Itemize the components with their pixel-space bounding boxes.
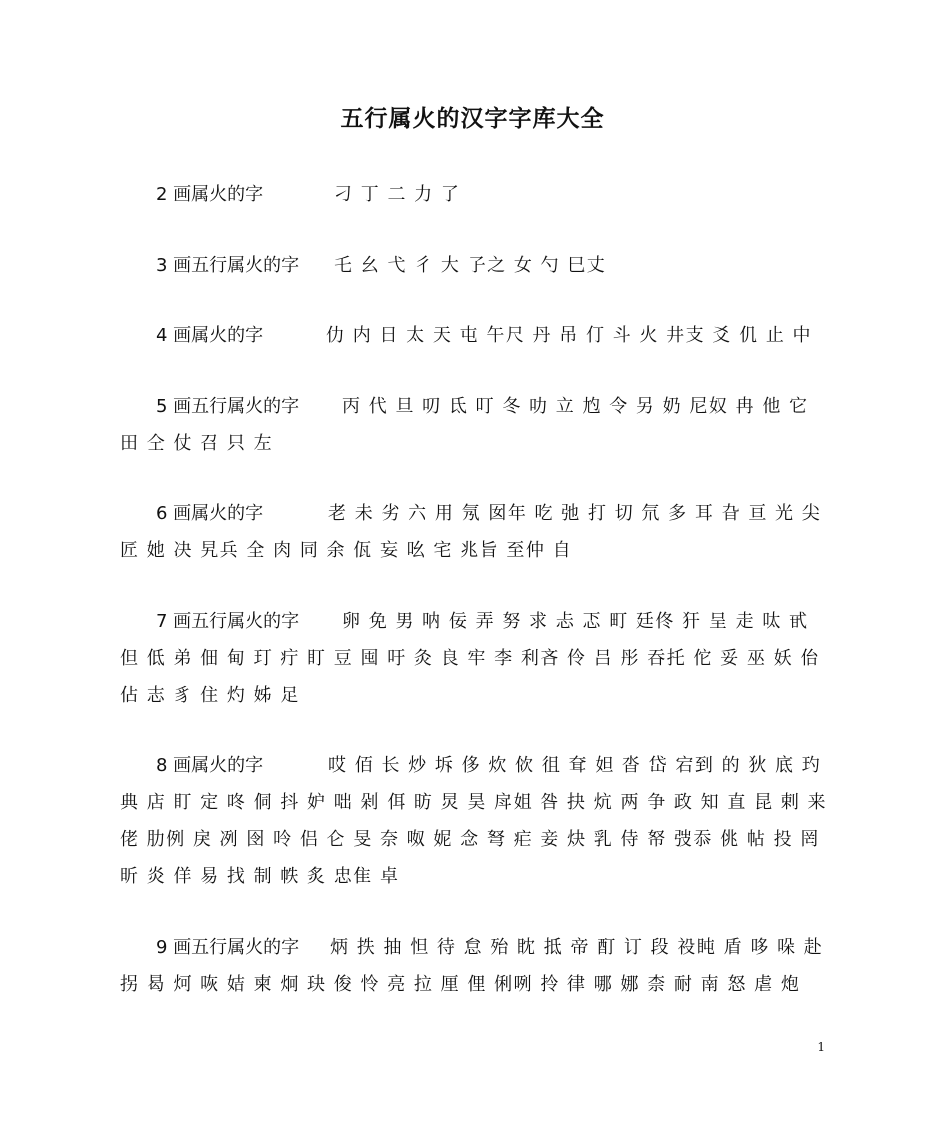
entry-label: 9 画五行属火的字 [156, 937, 300, 958]
page-title: 五行属火的汉字字库大全 [340, 106, 605, 132]
entry-5-strokes [120, 388, 830, 462]
entry-chars: 老 未 劣 六 用 氖 囡年 吃 弛 打 切 氘 多 耳 旮 亘 光 尖 匠 她 决 旯兵 全 肉 同 余 佤 妄 吆 宅 兆旨 至仲 自 [120, 503, 822, 561]
entry-6-strokes [120, 495, 830, 569]
entry-chars: 乇 幺 弋 彳 大 孒之 女 勺 巳丈 [334, 255, 607, 276]
entry-label: 3 画五行属火的字 [156, 255, 300, 276]
entry-2-strokes [120, 176, 830, 213]
entry-4-strokes [120, 317, 830, 354]
entry-7-strokes [120, 603, 830, 714]
entry-label: 4 画属火的字 [156, 325, 264, 346]
entry-chars: 哎 佰 长 炒 坼 侈 炊 佽 徂 耷 妲 沓 岱 宕到 的 狄 底 玓 典 店 盯 定 咚 侗 抖 妒 咄 剁 佴 昉 炅 昊 戽姐 咎 抉 炕 两 争 政 知 直 昆 剌 来 佬 肋例 戾 冽 囹 呤 侣 仑 旻 奈 呶 妮 念 弩 疟 妾 炔 乳 侍 帑 弢忝 佻 帖 投 罔 昕 炎 佯 易 找 制 帙 炙 忠隹 卓 [120, 755, 828, 887]
entry-9-strokes [120, 929, 830, 1003]
entry-8-strokes [120, 747, 830, 895]
entry-chars: 仂 内 日 太 天 屯 午尺 丹 吊 仃 斗 火 井支 爻 仉 止 中 [326, 325, 813, 346]
entry-chars: 炳 抶 抽 怛 待 怠 殆 眈 抵 帝 酊 订 段 祋盹 盾 哆 哚 赴 拐 曷 炣 咴 姞 柬 炯 玦 俊 怜 亮 拉 厘 俚 俐咧 拎 律 哪 娜 柰 耐 南 怒 虐 炮 [120, 937, 824, 995]
entry-chars: 丙 代 旦 叨 氐 叮 冬 叻 立 尥 令 另 奶 尼奴 冉 他 它 田 仝 仗 召 只 左 [120, 396, 809, 454]
entry-chars: 卵 免 男 呐 佞 弄 努 求 忐 忑 町 廷佟 犴 呈 走 呔 甙 但 低 弟 佃 甸 玎 疔 盯 豆 囤 吁 灸 良 牢 李 利吝 伶 吕 彤 吞托 佗 妥 巫 妖 佁 佔 志 豸 住 灼 姊 足 [120, 611, 820, 706]
page-number: 1 [817, 1040, 825, 1054]
entry-label: 8 画属火的字 [156, 755, 264, 776]
entry-chars: 刁 丁 二 力 了 [334, 184, 461, 205]
entry-label: 6 画属火的字 [156, 503, 264, 524]
entry-label: 7 画五行属火的字 [156, 611, 300, 632]
entry-label: 2 画属火的字 [156, 184, 264, 205]
entry-label: 5 画五行属火的字 [156, 396, 300, 417]
entry-3-strokes [120, 247, 830, 284]
